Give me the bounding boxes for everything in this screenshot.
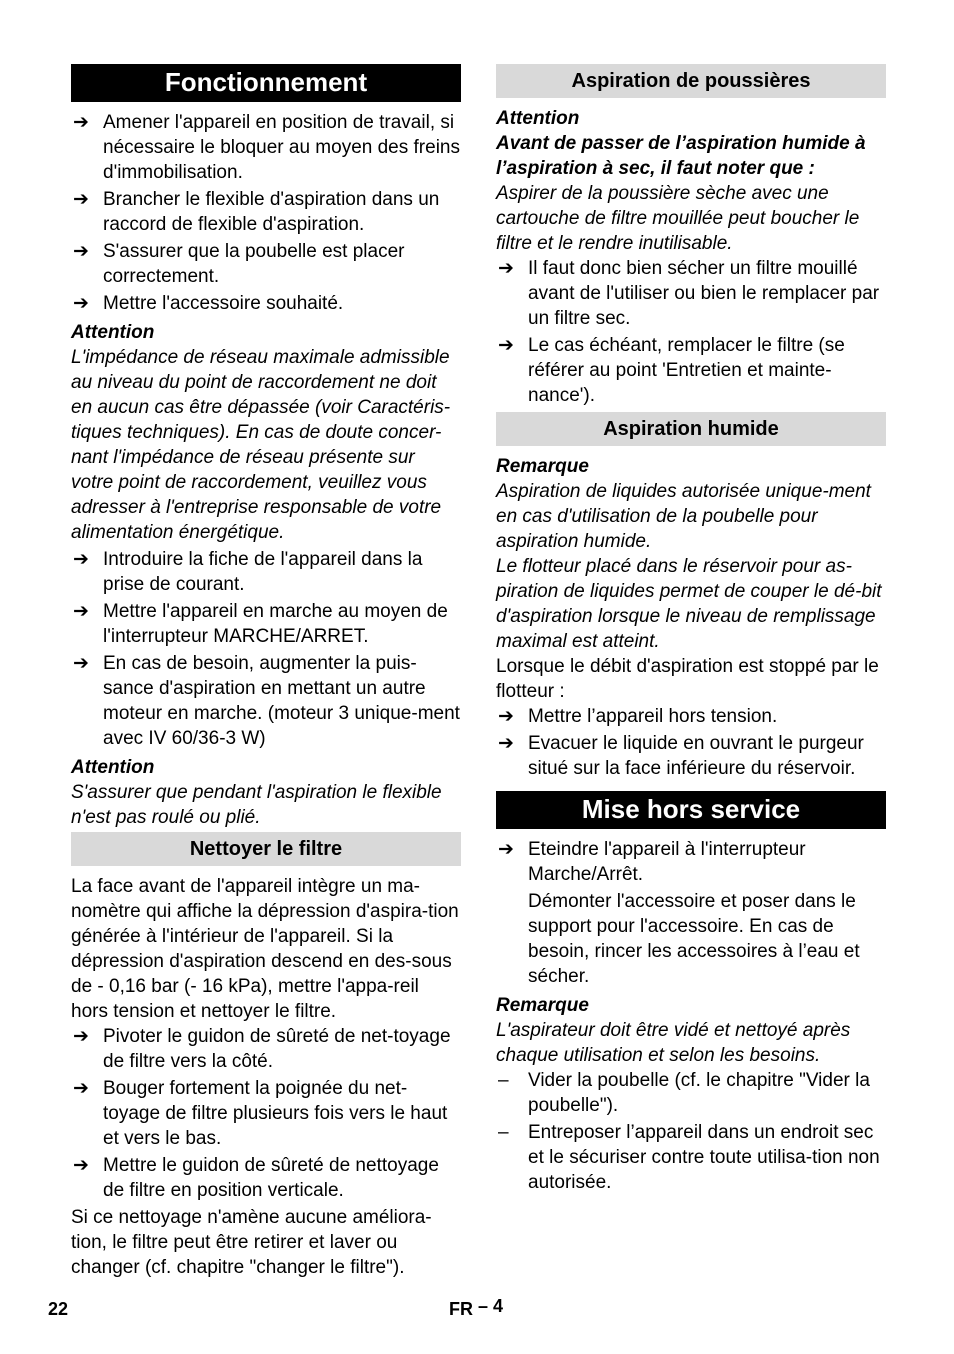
list-item: – Entreposer l’appareil dans un endroit sec et le sécuriser contre toute utilisa-tion non autorisée. (498, 1122, 880, 1193)
paragraph: La face avant de l'appareil intègre un ma-nomètre qui affiche la dépression d'aspira-tion générée à l'intérieur de l'appareil. Si la dépression d'aspiration descend en des-sous de - 0,16 bar (- 16 kPa), mettre l'appa-reil hors tension et nettoyer le filtre. (71, 876, 459, 1022)
list-item: ➔ Brancher le flexible d'aspiration dans un raccord de flexible d'aspiration. (73, 189, 440, 235)
list-item: ➔ Pivoter le guidon de sûreté de net-toyage de filtre vers la côté. (73, 1026, 451, 1072)
remarque-text: Le flotteur placé dans le réservoir pour as-piration de liquides permet de couper le dé-bit d'aspiration lorsque le niveau de remplissage maximal est atteint. (496, 556, 882, 652)
paragraph: Lorsque le débit d'aspiration est stoppé par le flotteur : (496, 656, 879, 702)
arrow-icon: ➔ (498, 258, 514, 279)
list-item: ➔ Mettre l’appareil hors tension. (498, 706, 778, 727)
left-column (71, 64, 461, 1280)
remarque-text: Aspiration de liquides autorisée unique-ment en cas d'utilisation de la poubelle pour aspiration humide. (496, 481, 871, 552)
indented-paragraph: Démonter l'accessoire et poser dans le support pour l'accessoire. En cas de besoin, rincer les accessoires à l’eau et sécher. (528, 891, 860, 987)
arrow-icon: ➔ (73, 1155, 89, 1176)
list-item: ➔ S'assurer que la poubelle est placer correctement. (73, 241, 405, 287)
attention-label: Attention (71, 322, 155, 343)
arrow-icon: ➔ (73, 549, 89, 570)
dash-icon: – (498, 1122, 509, 1143)
arrow-icon: ➔ (73, 1026, 89, 1047)
section-heading-fonctionnement: Fonctionnement (71, 64, 461, 102)
attention-text: S'assurer que pendant l'aspiration le flexible n'est pas roulé ou plié. (71, 782, 442, 828)
arrow-icon: ➔ (73, 1078, 89, 1099)
list-item: ➔ Mettre l'accessoire souhaité. (73, 293, 344, 314)
section-heading-mise-hors-service: Mise hors service (496, 791, 886, 829)
list-item: ➔ Evacuer le liquide en ouvrant le purgeur situé sur la face inférieure du réservoir. (498, 733, 864, 779)
list-item: ➔ Mettre l'appareil en marche au moyen de l'interrupteur MARCHE/ARRET. (73, 601, 448, 647)
list-item: ➔ Introduire la fiche de l'appareil dans la prise de courant. (73, 549, 423, 595)
arrow-icon: ➔ (73, 189, 89, 210)
page-number: 22 (48, 1299, 69, 1319)
list-item: ➔ Mettre le guidon de sûreté de nettoyage de filtre en position verticale. (73, 1155, 439, 1201)
page-reference: – 4 (478, 1296, 504, 1316)
list-item: – Vider la poubelle (cf. le chapitre "Vider la poubelle"). (498, 1070, 870, 1116)
language-code: FR (449, 1299, 473, 1319)
attention-label: Attention (71, 757, 155, 778)
arrow-icon: ➔ (73, 241, 89, 262)
remarque-label: Remarque (496, 995, 589, 1016)
subsection-heading-aspiration-humide: Aspiration humide (496, 412, 886, 446)
attention-text: L'impédance de réseau maximale admissible au niveau du point de raccordement ne doit en aucun cas être dépassée (voir Caractéris-tiques techniques). En cas de doute concer-nant l'impédance de réseau présente sur votre point de raccordement, veuillez vous adresser à l'entreprise responsable de votre alimentation énergétique. (71, 347, 451, 543)
arrow-icon: ➔ (498, 839, 514, 860)
arrow-icon: ➔ (498, 335, 514, 356)
right-column (496, 64, 886, 1197)
language-page-ref (449, 1298, 503, 1320)
list-item: ➔ Il faut donc bien sécher un filtre mouillé avant de l'utiliser ou bien le remplacer par un filtre sec. (498, 258, 880, 329)
subsection-heading-aspiration-poussieres: Aspiration de poussières (496, 64, 886, 98)
list-item: ➔ Eteindre l'appareil à l'interrupteur Marche/Arrêt. (498, 839, 806, 885)
list-item: ➔ Amener l'appareil en position de travail, si nécessaire le bloquer au moyen des freins d'immobilisation. (73, 112, 460, 183)
list-item: ➔ Le cas échéant, remplacer le filtre (se référer au point 'Entretien et mainte-nance'). (498, 335, 845, 406)
arrow-icon: ➔ (73, 112, 89, 133)
remarque-text: L'aspirateur doit être vidé et nettoyé après chaque utilisation et selon les besoins. (496, 1020, 851, 1066)
arrow-icon: ➔ (73, 293, 89, 314)
list-item: ➔ En cas de besoin, augmenter la puis-sance d'aspiration en mettant un autre moteur en marche. (moteur 3 unique-ment avec IV 60/36-3 W) (73, 653, 460, 749)
arrow-icon: ➔ (73, 653, 89, 674)
attention-label: Attention (496, 108, 580, 129)
dash-icon: – (498, 1070, 509, 1091)
subsection-heading-nettoyer-filtre: Nettoyer le filtre (71, 832, 461, 866)
arrow-icon: ➔ (498, 706, 514, 727)
attention-bold-text: Avant de passer de l’aspiration humide à l’aspiration à sec, il faut noter que : (496, 133, 866, 179)
paragraph: Si ce nettoyage n'amène aucune améliora-tion, le filtre peut être retirer et laver ou changer (cf. chapitre "changer le filtre"). (71, 1207, 432, 1278)
arrow-icon: ➔ (498, 733, 514, 754)
arrow-icon: ➔ (73, 601, 89, 622)
remarque-label: Remarque (496, 456, 589, 477)
attention-text: Aspirer de la poussière sèche avec une cartouche de filtre mouillée peut boucher le filtre et le rendre inutilisable. (496, 183, 860, 254)
list-item: ➔ Bouger fortement la poignée du net-toyage de filtre plusieurs fois vers le haut et vers le bas. (73, 1078, 448, 1149)
